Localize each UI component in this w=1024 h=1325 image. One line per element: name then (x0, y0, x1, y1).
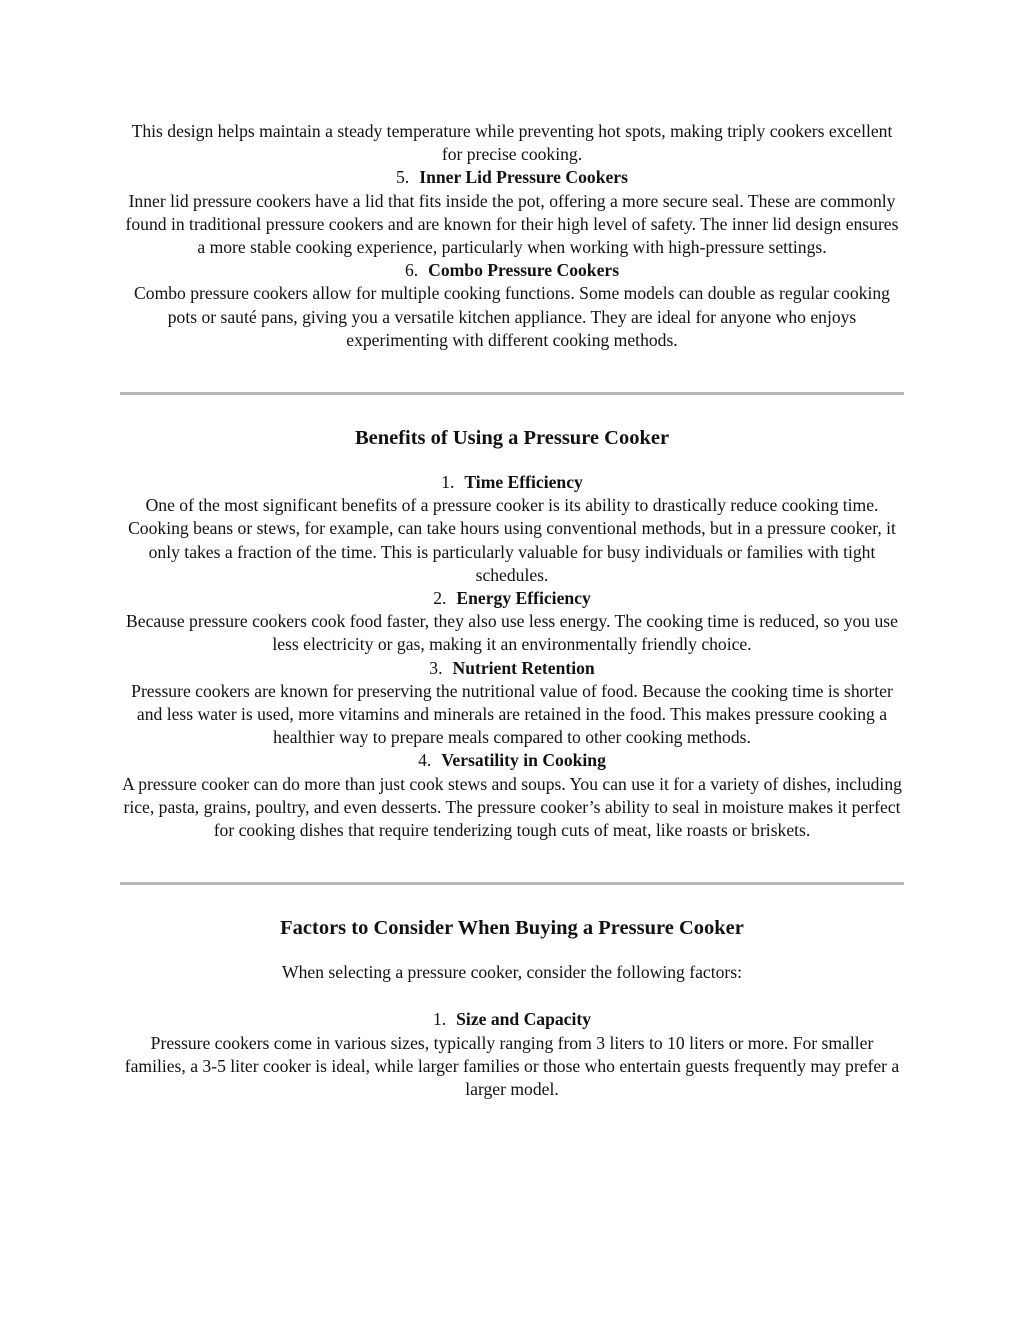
benefits-list (120, 471, 904, 842)
continued-paragraph: This design helps maintain a steady temperature while preventing hot spots, making triply cookers excellent for precise cooking. (131, 121, 893, 165)
section-heading-factors: Factors to Consider When Buying a Pressure Cooker (280, 917, 744, 940)
list-item-heading (120, 1008, 904, 1031)
list-item (120, 749, 904, 842)
list-item (120, 657, 904, 750)
list-item (120, 259, 904, 352)
list-item-title: Inner Lid Pressure Cookers (419, 167, 628, 188)
list-item-title: Energy Efficiency (456, 588, 591, 609)
factors-list (120, 1008, 904, 1101)
list-item-body: One of the most significant benefits of a pressure cooker is its ability to drastically reduce cooking time. Cooking beans or stews, for example, can take hours using conventional methods, but in a pressure cooker, it only takes a fraction of the time. This is particularly valuable for busy individuals or families with tight schedules. (128, 495, 896, 585)
list-item-heading (120, 471, 904, 494)
document-page (120, 0, 904, 1101)
list-item-number: 5. (396, 167, 410, 188)
list-item-body: Combo pressure cookers allow for multiple cooking functions. Some models can double as regular cooking pots or sauté pans, giving you a versatile kitchen appliance. They are ideal for anyone who enjoys experimenting with different cooking methods. (134, 283, 890, 350)
list-item-number: 2. (433, 588, 447, 609)
list-item (120, 166, 904, 259)
section-divider (120, 882, 904, 885)
section-heading-benefits: Benefits of Using a Pressure Cooker (354, 427, 670, 450)
list-item-title: Combo Pressure Cookers (428, 260, 620, 281)
list-item-heading (120, 166, 904, 189)
list-item-title: Nutrient Retention (452, 657, 595, 678)
list-item-title: Time Efficiency (464, 472, 583, 493)
list-item-heading (120, 749, 904, 772)
list-item-number: 1. (432, 1009, 447, 1030)
list-item-number: 1. (441, 472, 455, 493)
list-item-number: 3. (429, 657, 443, 678)
list-item-heading (120, 587, 904, 610)
list-item-body: Because pressure cookers cook food faster, they also use less energy. The cooking time is reduced, so you use less electricity or gas, making it an environmentally friendly choice. (126, 611, 898, 655)
list-item-number: 6. (404, 260, 419, 281)
list-item-heading (120, 259, 904, 282)
list-item-body: A pressure cooker can do more than just cook stews and soups. You can use it for a variety of dishes, including rice, pasta, grains, poultry, and even desserts. The pressure cooker’s ability to seal in moisture makes it perfect for cooking dishes that require tenderizing tough cuts of meat, like roasts or briskets. (122, 773, 902, 841)
list-item (120, 1008, 904, 1101)
list-item-body: Pressure cookers come in various sizes, typically ranging from 3 liters to 10 liters or more. For smaller families, a 3-5 liter cooker is ideal, while larger families or those who entertain guests frequently may prefer a larger model. (124, 1032, 900, 1100)
list-item (120, 587, 904, 657)
section-divider (120, 392, 904, 395)
list-item (120, 471, 904, 587)
list-item-title: Size and Capacity (456, 1009, 592, 1030)
factors-intro: When selecting a pressure cooker, consider the following factors: (282, 962, 742, 983)
list-item-title: Versatility in Cooking (441, 750, 606, 771)
list-item-heading (120, 657, 904, 680)
list-item-body: Pressure cookers are known for preserving the nutritional value of food. Because the cooking time is shorter and less water is used, more vitamins and minerals are retained in the food. This makes pressure cooking a healthier way to prepare meals compared to other cooking methods. (131, 680, 893, 748)
list-item-number: 4. (418, 750, 432, 771)
types-list (120, 166, 904, 352)
list-item-body: Inner lid pressure cookers have a lid that fits inside the pot, offering a more secure seal. These are commonly found in traditional pressure cookers and are known for their high level of safety. The inner lid design ensures a more stable cooking experience, particularly when working with high-pressure settings. (125, 190, 899, 258)
